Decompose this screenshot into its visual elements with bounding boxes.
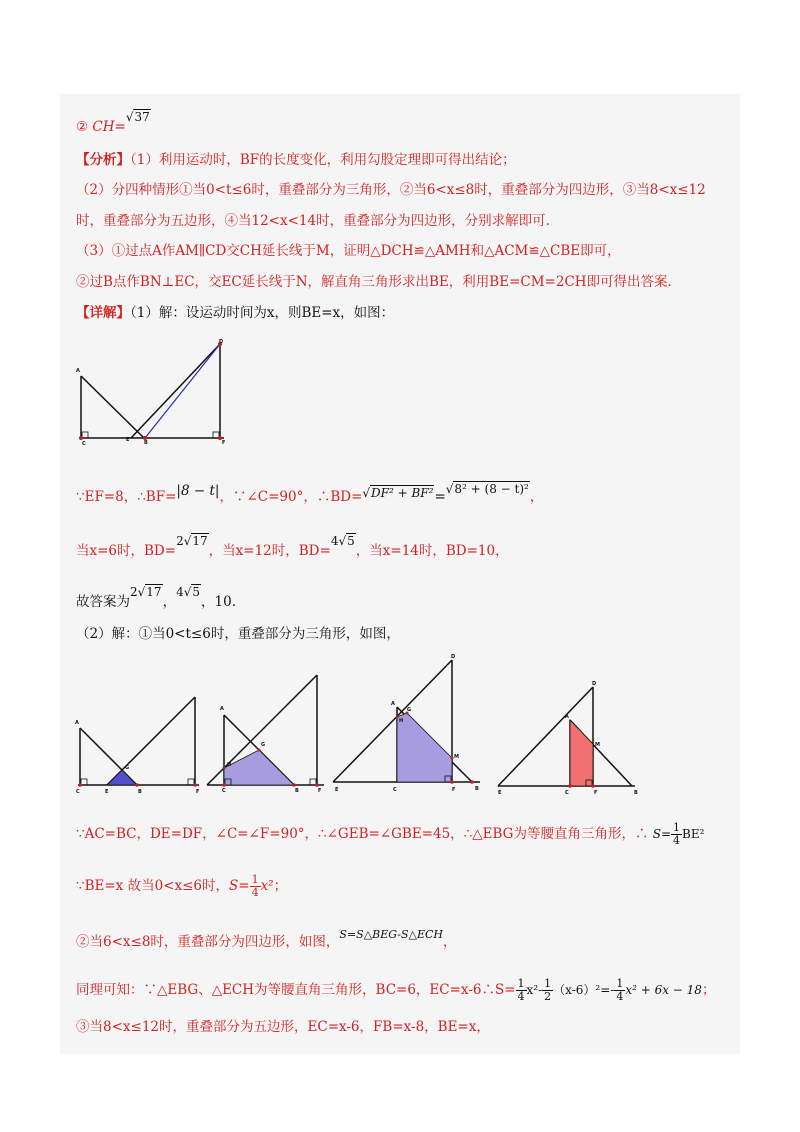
eq-case-2: ②当6<x≤8时，重叠部分为四边形，如图，$^{S=S\triangle BEG-S\triangle ECH}$， [76, 928, 457, 950]
label-a: A [76, 368, 80, 374]
svg-text:E: E [105, 789, 109, 795]
svg-text:H: H [227, 762, 232, 768]
svg-text:A: A [220, 706, 224, 712]
svg-text:C: C [76, 789, 80, 795]
svg-text:B: B [475, 786, 479, 792]
svg-text:F: F [452, 787, 456, 793]
analysis-line-1: 【分析】（1）利用运动时，BF的长度变化，利用勾股定理即可得出结论； [76, 152, 516, 168]
svg-text:C: C [565, 790, 569, 795]
svg-text:B: B [144, 440, 148, 446]
svg-text:A: A [75, 720, 79, 726]
detail-tag: 【详解】 [76, 305, 130, 321]
svg-text:G: G [125, 765, 130, 771]
analysis-line-4: （3）①过点A作AM∥CD交CH延长线于M，证明△DCH≌△AMH和△ACM≌△CBE即可， [76, 243, 621, 259]
eq-case-3: ③当8<x≤12时，重叠部分为五边形，EC=x-6，FB=x-8，BE=x， [76, 1019, 490, 1035]
detail-line: 【详解】（1）解：设运动时间为x，则BE=x，如图： [76, 305, 395, 321]
svg-text:D: D [451, 654, 456, 660]
svg-text:C: C [393, 787, 397, 793]
analysis-line-3: 时，重叠部分为五边形，④当12<x<14时，重叠部分为四边形，分别求解即可. [76, 213, 550, 229]
svg-text:F: F [222, 440, 226, 446]
figure-1 [74, 338, 234, 446]
part2-line: （2）解：①当0<t≤6时，重叠部分为三角形，如图， [76, 626, 400, 642]
figure-5 [495, 675, 645, 795]
item-number: ② [76, 119, 89, 135]
svg-text:C: C [82, 441, 86, 446]
svg-text:H: H [399, 718, 404, 724]
ch-label: CH= [92, 119, 126, 135]
svg-text:A: A [391, 701, 395, 707]
page-background [60, 94, 740, 1054]
analysis-line-2: （2）分四种情形①当0<t≤6时，重叠部分为三角形，②当6<x≤8时，重叠部分为四边形，③当8<x≤12 [76, 182, 706, 198]
svg-text:F: F [196, 789, 200, 795]
svg-text:B: B [634, 790, 638, 795]
eq-case-2-area: 同理可知：∵△EBG、△ECH为等腰直角三角形，BC=6，EC=x-6∴S= $\frac{1}{4}$ x²- $\frac{1}{2}$ （x-6）²=- $\frac{1}{4}$ x² + 6x − 18； [76, 977, 716, 1003]
svg-text:G: G [261, 742, 266, 748]
radical-df-bf: √DF² + BF² [362, 486, 434, 500]
answer-ch-line [76, 108, 151, 136]
eq-case-1: ∵BE=x 故当0<x≤6时，S= $\frac{1}{4}$ x²； [76, 873, 288, 899]
figure-3 [204, 665, 329, 795]
svg-text:F: F [318, 788, 322, 794]
eq-bd-values: 当x=6时，BD=2√17，当x=12时，BD=4√5，当x=14时，BD=10， [76, 534, 509, 559]
answer-line: 故答案为2√17，4√5，10. [76, 585, 236, 610]
svg-text:G: G [407, 707, 412, 713]
svg-text:E: E [335, 787, 339, 793]
svg-text:M: M [454, 754, 459, 760]
svg-text:D: D [219, 339, 224, 345]
figure-4 [330, 650, 490, 795]
svg-text:C: C [222, 788, 226, 794]
svg-text:D: D [592, 681, 597, 687]
figure-2 [74, 665, 204, 795]
analysis-line-5: ②过B点作BN⊥EC，交EC延长线于N，解直角三角形求出BE，利用BE=CM=2CH即可得出答案. [76, 274, 672, 290]
radical-37: √37 [125, 110, 150, 124]
svg-text:E: E [126, 437, 130, 443]
svg-text:M: M [595, 742, 600, 748]
svg-text:B: B [295, 788, 299, 794]
radical-8-t: √8² + (8 − t)² [445, 482, 529, 496]
svg-text:A: A [565, 714, 569, 720]
svg-text:B: B [138, 789, 142, 795]
eq-bd-formula: ∵EF=8，∴BF=|8 − t|，∵∠C=90°，∴BD=√DF² + BF²=√8² + (8 − t)²， [76, 482, 544, 505]
svg-text:E: E [498, 790, 502, 795]
svg-text:F: F [594, 790, 598, 795]
analysis-tag: 【分析】 [76, 152, 130, 168]
eq-isosceles: ∵AC=BC，DE=DF，∠C=∠F=90°，∴∠GEB=∠GBE=45，∴△EBG为等腰直角三角形，∴ S= $\frac{1}{4}$ BE² [76, 821, 705, 847]
